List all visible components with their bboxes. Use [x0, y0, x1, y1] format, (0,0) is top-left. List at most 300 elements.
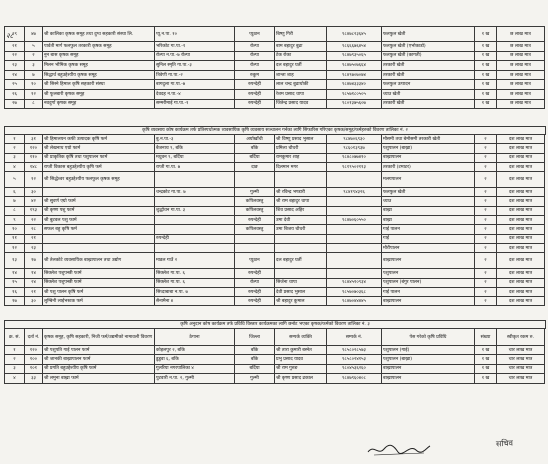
cell-amount: दश लाख मात्र [497, 144, 545, 153]
cell-qty: २ [475, 234, 497, 243]
cell-district: बर्दिया [235, 364, 275, 373]
header-name: कृषक समूह, कृषि सहकारी, निजी फर्म/उद्यमीको नामावली विवरण [43, 329, 155, 346]
cell-amount: चार लाख मात्र [497, 346, 545, 355]
cell-contact: दल बहादुर घर्ती [275, 253, 327, 269]
cell-amount: दश लाख मात्र [497, 153, 545, 162]
cell-district: रोल्पा [235, 278, 275, 287]
cell-address [155, 216, 235, 225]
cell-project: पशुपालन (गाई) [382, 346, 475, 355]
cell-qty: २ [475, 162, 497, 171]
cell-amount: दश लाख मात्र [497, 206, 545, 215]
cell-name: श्री लेखनाथ एग्रो फार्म [43, 144, 155, 153]
cell-reg: २१ [25, 234, 43, 243]
cell-address: सिक्लेश गा.पा. ६ [155, 278, 235, 287]
cell-qty: १ ख [475, 61, 497, 71]
cell-address [155, 172, 235, 188]
cell-phone [327, 197, 382, 206]
cell-amount: छ लाख मात्र [497, 99, 545, 109]
cell-reg: ८ [25, 99, 43, 109]
table-row [5, 374, 545, 383]
table-row [5, 61, 545, 71]
header-phone: सम्पर्क नं. [327, 329, 382, 346]
cell-reg: १९३ [25, 206, 43, 215]
cell-sn: १३ [5, 253, 25, 269]
cell-name: नुन बास कृषक समूह [43, 51, 155, 61]
stamp-text: सचिव [495, 438, 514, 449]
cell-contact: देवी प्रसाद भुसाल [275, 287, 327, 296]
cell-name [43, 188, 155, 197]
table-row [5, 99, 545, 109]
cell-phone [327, 234, 382, 243]
cell-district: बाँके [235, 346, 275, 355]
cell-sn: २५ [5, 80, 25, 90]
cell-reg: १०० [25, 355, 43, 364]
cell-qty: १ ख [475, 27, 497, 42]
table-row [5, 269, 545, 278]
cell-name: श्री कालिका कृषक समूह तथा दुग्ध सहकारी संस्था लि. [43, 27, 155, 42]
cell-sn: ८ [5, 206, 25, 215]
cell-phone: ९८४७५०७६६४ [327, 61, 382, 71]
section1-table [4, 26, 545, 109]
cell-phone: ९८४७०६०५५० [327, 216, 382, 225]
cell-amount: दश लाख मात्र [497, 188, 545, 197]
table-row [5, 42, 545, 52]
table-row [5, 80, 545, 90]
cell-qty: २ [475, 269, 497, 278]
cell-project: फलफुल खेती [382, 188, 475, 197]
table-row [5, 225, 545, 234]
cell-contact [275, 243, 327, 252]
cell-project: तरकारी (टमाटर) [382, 162, 475, 171]
cell-sn: २४ [5, 70, 25, 80]
cell-reg: २२ [25, 216, 43, 225]
table-row [5, 234, 545, 243]
cell-contact: श्री बहादुर कुमाल [275, 297, 327, 306]
cell-address: पुटवारी न.पा. २, गुल्मी [155, 374, 235, 383]
cell-phone [327, 253, 382, 269]
cell-name: श्री प्रगति बहुउद्देश्यीय कृषि फार्म [43, 364, 155, 373]
cell-contact: उमा देवी [275, 216, 327, 225]
cell-contact: रेशम प्रसाद थापा [275, 89, 327, 99]
cell-phone: ९८५७०७०३६८ [327, 287, 382, 296]
cell-phone: ९८४७०६९३० [327, 135, 382, 144]
cell-reg: ४२ [25, 197, 43, 206]
cell-district: गुल्मी [235, 374, 275, 383]
cell-reg: १०१ [25, 364, 43, 373]
cell-district: गुल्मी [235, 188, 275, 197]
cell-address: प्यू.न.पा. १० [155, 27, 235, 42]
header-district: जिल्ला [235, 329, 275, 346]
cell-district: बाँके [235, 355, 275, 364]
cell-phone: ९८६६६७६४५४ [327, 42, 382, 52]
table-row [5, 355, 545, 364]
cell-address: डुडुवा ६, बाँके [155, 355, 235, 364]
cell-sn: १७ [5, 297, 25, 306]
table-row [5, 364, 545, 373]
section2-table [4, 134, 545, 306]
cell-sn: ४ [5, 162, 25, 171]
cell-district: कपिलवस्तु [235, 197, 275, 206]
cell-reg: १४८ [25, 162, 43, 171]
cell-name: श्री सिस्ने हिमाल कृषि सहकारी संस्था [43, 80, 155, 90]
cell-sn: १५ [5, 278, 25, 287]
cell-qty: २ [475, 144, 497, 153]
section3-heading: कृषि अनुदान कोष कार्यक्रम तर्फ प्रविधि विस्तार कार्यक्रमका लागि छनोट भएका कृषक/फर्मको विवरण तालिका नं. ३ [4, 320, 546, 329]
cell-contact: शान्ता शाह [275, 70, 327, 80]
cell-phone: ९८४९७०७०७४ [327, 70, 382, 80]
cell-reg: २ [25, 51, 43, 61]
cell-district: कपिलवस्तु [235, 225, 275, 234]
cell-contact: लाल चन्द्र बुढाथोकी [275, 80, 327, 90]
cell-project: मौसमी तथा बेमौसमी तरकारी खेती [382, 135, 475, 144]
cell-district: रुपन्देही [235, 287, 275, 296]
header-address: ठेगाना [155, 329, 235, 346]
cell-district: रोल्पा [235, 42, 275, 52]
cell-reg: १७ [25, 253, 43, 269]
cell-amount: दश लाख मात्र [497, 162, 545, 171]
header-sn: क्र. सं. [5, 329, 25, 346]
cell-district [235, 172, 275, 188]
cell-phone: ९८६०१३९३७ [327, 144, 382, 153]
cell-phone: ९८४७४३३३४० [327, 80, 382, 90]
cell-contact: रामकुमार शाह [275, 153, 327, 162]
cell-district: अर्घाखाँची [235, 135, 275, 144]
cell-amount: दश लाख मात्र [497, 135, 545, 144]
cell-name: सिक्लेश पशुपन्छी फार्म [43, 278, 155, 287]
cell-address: कोहलपुर २, बाँके [155, 346, 235, 355]
cell-amount: दश लाख मात्र [497, 253, 545, 269]
cell-sn: २७ [5, 99, 25, 109]
cell-reg: ४७ [25, 27, 43, 42]
cell-phone: ९८४७८२३६४५ [327, 27, 382, 42]
cell-name: श्री कृष्ण पशु फार्म [43, 206, 155, 215]
cell-project: बाख्रापालन [382, 153, 475, 162]
cell-name: श्री लमुना बाख्रा फार्म [43, 374, 155, 383]
cell-district: रुपन्देही [235, 80, 275, 90]
cell-reg: १४ [25, 269, 43, 278]
cell-name: पार्वती मार्ग फलफुल तरकारी कृषक समूह [43, 42, 155, 52]
cell-project: बाख्रा [382, 206, 475, 215]
cell-reg: २८ [25, 225, 43, 234]
cell-phone: ९८०१३७५६०७ [327, 99, 382, 109]
cell-amount: छ लाख मात्र [497, 70, 545, 80]
cell-phone: ९८५७१८०५०५ [327, 89, 382, 99]
cell-project: बाख्रापालन [382, 374, 475, 383]
cell-address: माडल गाउँ २ [155, 253, 235, 269]
cell-qty: १ ख [475, 51, 497, 61]
header-amount: स्वीकृत रकम रु. [497, 329, 545, 346]
cell-amount: छ लाख मात्र [497, 42, 545, 52]
cell-project: पशुपालन (बंगुर पालन) [382, 278, 475, 287]
cell-district: बाँके [235, 144, 275, 153]
cell-name: श्री हिमालयन कफी उत्पादक कृषि फर्म [43, 135, 155, 144]
cell-project: तरकारी खेती [382, 61, 475, 71]
table-row [5, 287, 545, 296]
cell-qty: २ [475, 225, 497, 234]
cell-sn: २९ [5, 27, 25, 42]
cell-name: श्री पशु पालन कृषि फर्म [43, 287, 155, 296]
cell-qty: २ [475, 287, 497, 296]
cell-amount: दश लाख मात्र [497, 243, 545, 252]
cell-qty: १ ख [475, 355, 497, 364]
cell-qty: १ ख [475, 89, 497, 99]
cell-amount: दश लाख मात्र [497, 287, 545, 296]
cell-reg: १२ [25, 172, 43, 188]
header-qty: संख्या [475, 329, 497, 346]
signature [364, 440, 434, 460]
cell-contact: श्री रविन्द्र भण्डारी [275, 188, 327, 197]
table-row [5, 135, 545, 144]
cell-sn: २३ [5, 61, 25, 71]
cell-name: मिलन भौमिक कृषक समूह [43, 61, 155, 71]
cell-sn: १० [5, 225, 25, 234]
cell-address: मधुवन ९, बर्दिया [155, 153, 235, 162]
cell-address: शुद्धोधन गा.पा. ३ [155, 206, 235, 215]
cell-sn: ११ [5, 234, 25, 243]
cell-contact: श्री राम गुरुङ [275, 364, 327, 373]
cell-reg: १० [25, 80, 43, 90]
cell-sn: ३ [5, 364, 25, 373]
svg-text:२८: २८ [6, 32, 14, 40]
cell-reg: ३३ [25, 374, 43, 383]
cell-contact: दल बहादुर घर्ती [275, 61, 327, 71]
cell-reg: १२ [25, 89, 43, 99]
cell-sn: १४ [5, 269, 25, 278]
cell-amount: दश लाख मात्र [497, 269, 545, 278]
table-row [5, 206, 545, 215]
cell-contact: प्रमिला चौधरी [275, 144, 327, 153]
cell-project: फलफुल खेती (कागती) [382, 51, 475, 61]
cell-project: च्याउ [382, 197, 475, 206]
cell-district: रोल्पा [235, 61, 275, 71]
section2-heading: कृषि व्यवसाय कोष कार्यक्रम तर्फ प्रतिस्पर्धात्मक व्यवसायिक कृषि व्यवसाय सञ्चालन गर्नका लागि सिफारिस गरिएका कृषक/समूह/फर्महरुको विवरण तालिका नं. २ [4, 126, 546, 135]
cell-address: गुलरिया नगरपालिका ४ [155, 364, 235, 373]
cell-qty: १ ख [475, 70, 497, 80]
cell-reg: ३० [25, 297, 43, 306]
cell-name: श्री बुटवल पशु फार्म [43, 216, 155, 225]
cell-address [155, 225, 235, 234]
cell-amount: दश लाख मात्र [497, 234, 545, 243]
cell-qty: २ [475, 253, 497, 269]
cell-contact: दिलमान मगर [275, 162, 327, 171]
cell-phone: ९८४७९६०४०८ [327, 374, 382, 383]
cell-sn: ७ [5, 197, 25, 206]
cell-phone: ९८०४५३६२६० [327, 364, 382, 373]
cell-project: बाख्रापालन [382, 297, 475, 306]
cell-name: सफल बहु कृषि फर्म [43, 225, 155, 234]
cell-district: कपिलवस्तु [235, 206, 275, 215]
cell-district: रुपन्देही [235, 89, 275, 99]
cell-qty: २ [475, 188, 497, 197]
cell-address: सम्मरीमाई गा.पा.-१ [155, 99, 235, 109]
cell-sn: १ [5, 135, 25, 144]
cell-phone: ९८५८०२८५७३ [327, 346, 382, 355]
cell-contact: सिर्जना थापा [275, 278, 327, 287]
cell-qty: २ [475, 135, 497, 144]
cell-contact: श्री तारा कुमारी बस्नेत [275, 346, 327, 355]
cell-qty: १ ख [475, 99, 497, 109]
cell-contact: उमा बिजय चौधरी [275, 225, 327, 234]
cell-project: पशुपालन (बाख्रा) [382, 144, 475, 153]
cell-reg: ७ [25, 70, 43, 80]
table-row [5, 153, 545, 162]
cell-amount: छ लाख मात्र [497, 51, 545, 61]
cell-amount: छ लाख मात्र [497, 80, 545, 90]
cell-phone: ९८४७०४४४४५ [327, 297, 382, 306]
header-project: पेस गरेको कृषि प्रविधि [382, 329, 475, 346]
cell-district [235, 234, 275, 243]
cell-amount: छ लाख मात्र [497, 27, 545, 42]
cell-contact [275, 234, 327, 243]
cell-address: बागदुला गा.पा.-७ [155, 80, 235, 90]
header-contact: सम्पर्क व्यक्ति [275, 329, 327, 346]
table-row [5, 278, 545, 287]
cell-reg: ३० [25, 188, 43, 197]
cell-name: श्री सुवर्ण एग्रो फार्म [43, 197, 155, 206]
cell-qty: २ [475, 172, 497, 188]
cell-sn: १२ [5, 243, 25, 252]
table-row [5, 297, 545, 306]
cell-contact: श्री कृष्ण प्रसाद ढकाल [275, 374, 327, 383]
cell-address: राप्ती गा.पा. ७ [155, 162, 235, 171]
table-row [5, 197, 545, 206]
table-row [5, 70, 545, 80]
cell-qty: १ ख [475, 364, 497, 373]
cell-phone [327, 172, 382, 188]
cell-reg: ३१ [25, 135, 43, 144]
cell-sn: ५ [5, 172, 25, 188]
cell-sn: २ [5, 355, 25, 364]
cell-amount: दश लाख मात्र [497, 216, 545, 225]
cell-address: देवदह न.पा.-४ [155, 89, 235, 99]
cell-amount: छ लाख मात्र [497, 89, 545, 99]
cell-name [43, 234, 155, 243]
cell-address: भरिकोट गा.पा.-१ [155, 42, 235, 52]
cell-amount: दश लाख मात्र [497, 225, 545, 234]
section3-header-row [5, 329, 545, 346]
cell-sn: ९ [5, 216, 25, 225]
cell-qty: १ ख [475, 374, 497, 383]
table-row [5, 243, 545, 252]
cell-qty: २ [475, 206, 497, 215]
cell-qty: १ ख [475, 346, 497, 355]
cell-qty: २ [475, 197, 497, 206]
cell-district: रुकुम [235, 70, 275, 80]
cell-name: नवदुर्गा कृषक समूह [43, 99, 155, 109]
cell-reg: ११० [25, 153, 43, 162]
header-reg: दर्ता नं. [25, 329, 43, 346]
cell-reg: ३ [25, 61, 43, 71]
cell-contact: जितेन्द्र प्रसाद यादव [275, 99, 327, 109]
cell-sn: २१ [5, 42, 25, 52]
cell-amount: छ लाख मात्र [497, 61, 545, 71]
cell-address: चन्द्रकोट गा.पा. ७ [155, 188, 235, 197]
cell-project: मत्स्यपालन [382, 172, 475, 188]
cell-project: गाई पालन [382, 287, 475, 296]
cell-phone: ९८४४५१०९३४ [327, 278, 382, 287]
cell-project: फलफुल खेती [382, 27, 475, 42]
cell-sn: २२ [5, 51, 25, 61]
cell-district: प्युठान [235, 27, 275, 42]
cell-sn: २ [5, 144, 25, 153]
cell-address: सैनामैना ४ [155, 297, 235, 306]
cell-amount: चार लाख मात्र [497, 374, 545, 383]
table-row [5, 253, 545, 269]
cell-address [155, 243, 235, 252]
table-row [5, 144, 545, 153]
cell-phone: ९८४१९४३२६ [327, 188, 382, 197]
cell-reg: १२० [25, 346, 43, 355]
cell-phone: ९८५८०२४१५३ [327, 355, 382, 364]
cell-name: श्री फूलबारी कृषक समूह [43, 89, 155, 99]
cell-name: लुम्बिनी लाईभस्टक फर्म [43, 297, 155, 306]
cell-project: तरकारी खेती [382, 99, 475, 109]
cell-project: पशुपालन [382, 269, 475, 278]
cell-qty: १ ख [475, 42, 497, 52]
section3-table [4, 328, 545, 384]
cell-name: राप्ती विकास बहुउद्देश्यीय कृषि फर्म [43, 162, 155, 171]
cell-contact: बिष्णु गिरी [275, 27, 327, 42]
cell-reg: १२० [25, 144, 43, 153]
cell-qty: २ [475, 153, 497, 162]
cell-project: फलफुल खेती (एभोकाडो) [382, 42, 475, 52]
cell-reg: २३ [25, 243, 43, 252]
cell-sn: १६ [5, 287, 25, 296]
table-row [5, 162, 545, 171]
table-row [5, 27, 545, 42]
cell-sn: १ [5, 346, 25, 355]
cell-qty: २ [475, 243, 497, 252]
cell-amount: दश लाख मात्र [497, 278, 545, 287]
table-row [5, 188, 545, 197]
cell-reg: ५ [25, 42, 43, 52]
cell-sn: ३ [5, 153, 25, 162]
cell-project: तरकारी खेती [382, 70, 475, 80]
cell-amount: चार लाख मात्र [497, 364, 545, 373]
cell-reg: २१ [25, 287, 43, 296]
cell-project: गाई पालन [382, 225, 475, 234]
cell-address: रुपन्देही [155, 234, 235, 243]
cell-project: पशुपालन (बाख्रा) [382, 355, 475, 364]
cell-amount: दश लाख मात्र [497, 197, 545, 206]
cell-project: बाख्रापालन [382, 364, 475, 373]
cell-address: सुनिल स्मृति गा.पा.-३ [155, 61, 235, 71]
cell-project: गाई [382, 234, 475, 243]
cell-sn: ४ [5, 374, 25, 383]
cell-project: बाख्रापालन [382, 253, 475, 269]
cell-project: च्याउ खेती [382, 89, 475, 99]
cell-contact [275, 172, 327, 188]
cell-qty: २ [475, 216, 497, 225]
cell-district: रुपन्देही [235, 269, 275, 278]
cell-district: बर्दिया [235, 153, 275, 162]
cell-address: सिक्लेश गा.पा. ६ [155, 269, 235, 278]
cell-amount: दश लाख मात्र [497, 172, 545, 188]
cell-phone [327, 225, 382, 234]
cell-address: रोल्पा न.पा.-७ रोल्पा [155, 51, 235, 61]
cell-name: श्री सिद्धेश्वर बहुउद्देश्यीय फलफुल कृषक समूह [43, 172, 155, 188]
table-row [5, 346, 545, 355]
cell-project: मौरीपालन [382, 243, 475, 252]
cell-contact: प्रभु प्रसाद यादव [275, 355, 327, 364]
cell-amount: चार लाख मात्र [497, 355, 545, 364]
cell-name: सिद्धार्थ बहुउद्देश्यीय कृषक समूह [43, 70, 155, 80]
cell-name: सिक्लेश पशुपन्छी फार्म [43, 269, 155, 278]
cell-district: रुपन्देही [235, 216, 275, 225]
cell-phone: ९८४७९३५०६५ [327, 51, 382, 61]
cell-phone [327, 206, 382, 215]
cell-qty: २ [475, 297, 497, 306]
